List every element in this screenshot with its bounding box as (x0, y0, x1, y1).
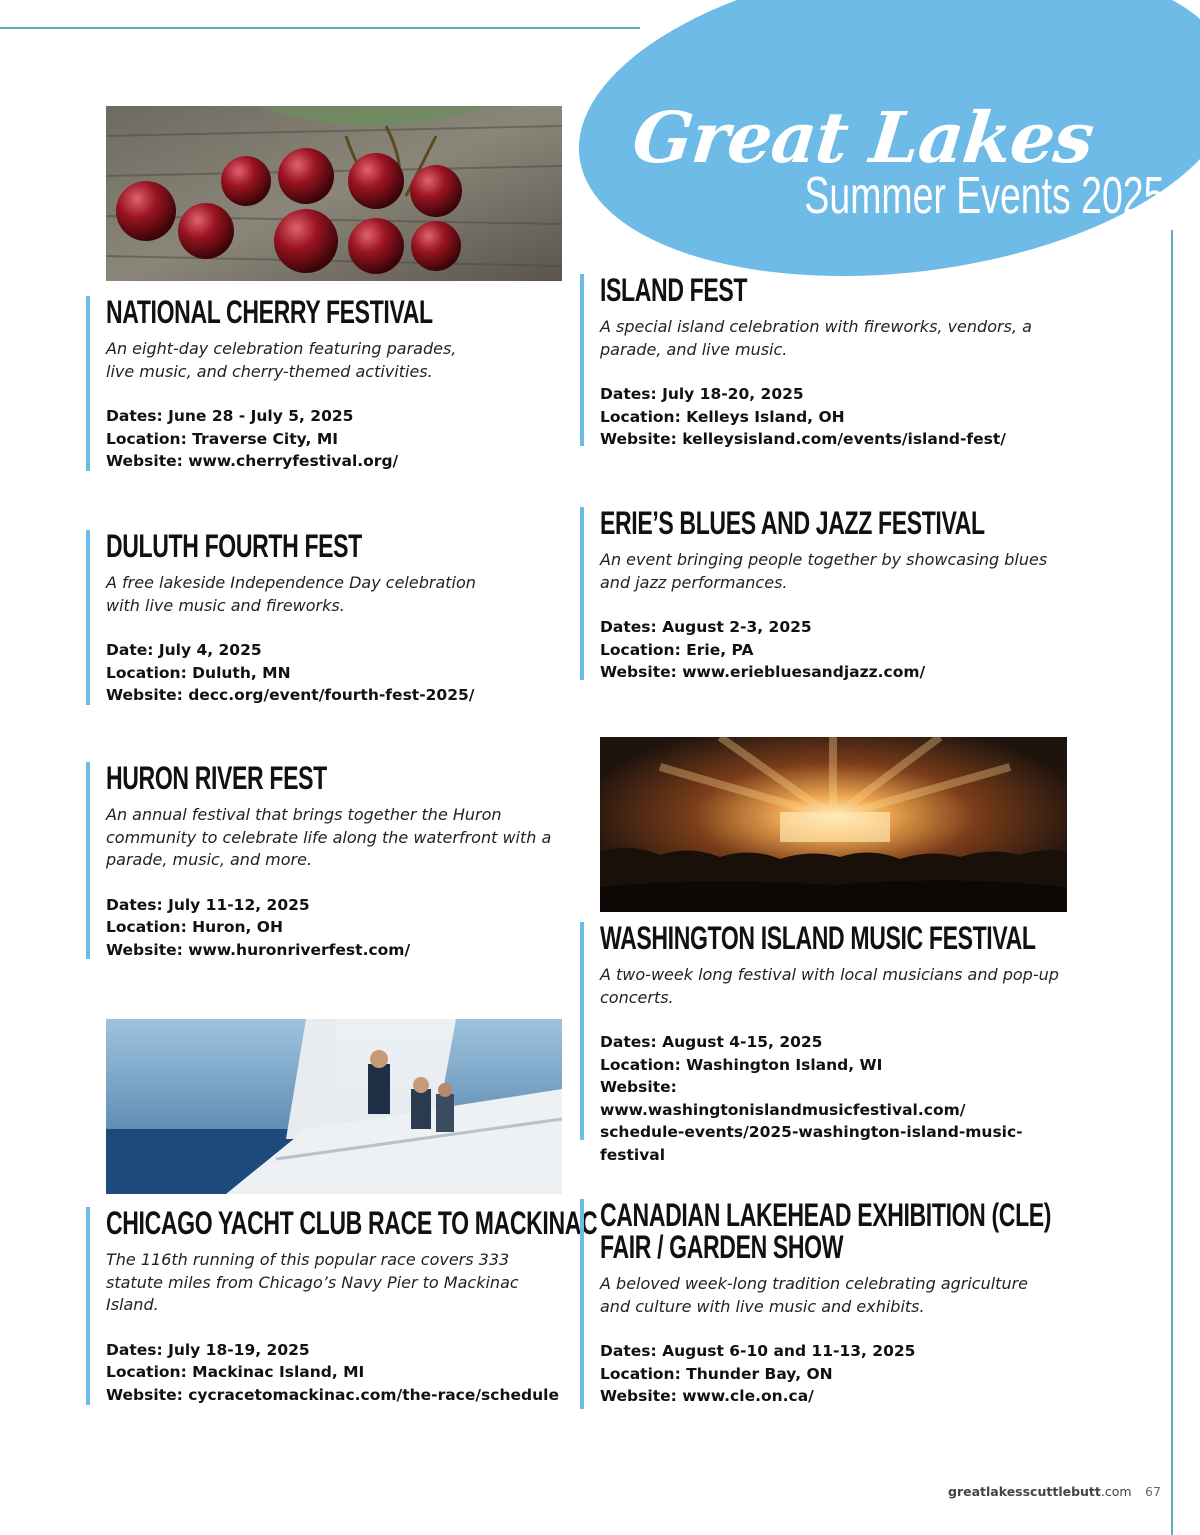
event-details (600, 1031, 1080, 1166)
page-title-script: Great Lakes (628, 96, 1098, 179)
event-description: An event bringing people together by showcasing blues and jazz performances. (600, 550, 1048, 592)
event-details (600, 1340, 1080, 1408)
event-location: Location: Washington Island, WI (600, 1055, 883, 1074)
sailboat-photo (106, 1019, 562, 1194)
event-details (600, 616, 1080, 684)
event-details (106, 1339, 576, 1407)
event-description: A special island celebration with fireworks, vendors, a parade, and live music. (600, 317, 1032, 359)
top-rule (0, 27, 640, 29)
event-dates: Dates: July 18-20, 2025 (600, 385, 804, 403)
event-location: Location: Huron, OH (106, 918, 283, 936)
event-washington-island-music-festival (580, 920, 1080, 1164)
event-website[interactable]: Website: decc.org/event/fourth-fest-2025/ (106, 686, 475, 704)
event-title: CHICAGO YACHT CLUB RACE TO MACKINAC (106, 1205, 598, 1241)
right-rule (1171, 230, 1173, 1535)
event-dates: Dates: July 11-12, 2025 (106, 895, 310, 914)
event-national-cherry-festival (86, 296, 576, 471)
event-website[interactable]: Website: kelleysisland.com/events/island-fest/ (600, 430, 1006, 448)
event-canadian-lakehead-exhibition (580, 1199, 1080, 1409)
event-details (106, 405, 576, 473)
event-description: An annual festival that brings together the Huron community to celebrate life along the waterfront with a parade, music, and more. (106, 805, 552, 869)
event-title: NATIONAL CHERRY FESTIVAL (106, 294, 433, 330)
event-title: DULUTH FOURTH FEST (106, 528, 362, 564)
footer-site-suffix: .com (1100, 1484, 1132, 1499)
event-title: ERIE’S BLUES AND JAZZ FESTIVAL (600, 505, 985, 541)
footer-site-name: greatlakesscuttlebutt (948, 1484, 1101, 1499)
event-location: Location: Thunder Bay, ON (600, 1364, 833, 1383)
event-eries-blues-and-jazz-festival (580, 507, 1080, 680)
event-location: Location: Erie, PA (600, 640, 754, 659)
event-huron-river-fest (86, 762, 576, 959)
concert-photo (600, 737, 1067, 912)
event-location: Location: Traverse City, MI (106, 429, 339, 448)
event-location: Location: Kelleys Island, OH (600, 407, 845, 426)
event-details (106, 639, 576, 707)
event-island-fest (580, 274, 1080, 446)
event-website[interactable]: Website: www.huronriverfest.com/ (106, 940, 411, 959)
event-title: WASHINGTON ISLAND MUSIC FESTIVAL (600, 920, 1036, 956)
event-details (106, 894, 576, 962)
event-description: A beloved week-long tradition celebrating agriculture and culture with live music and exhibits. (600, 1274, 1029, 1316)
event-title-line2: FAIR / GARDEN SHOW (600, 1229, 844, 1265)
cherry-photo (106, 106, 562, 281)
event-website[interactable]: Website: www.eriebluesandjazz.com/ (600, 663, 926, 681)
event-chicago-yacht-club-race (86, 1205, 598, 1405)
page-title-subtitle: Summer Events 2025 (804, 167, 1165, 225)
event-location: Location: Mackinac Island, MI (106, 1363, 365, 1381)
event-dates: Date: July 4, 2025 (106, 641, 262, 659)
event-description: A two-week long festival with local musicians and pop-up concerts. (600, 965, 1059, 1007)
event-location: Location: Duluth, MN (106, 663, 291, 682)
event-description: A free lakeside Independence Day celebration with live music and fireworks. (106, 573, 476, 615)
event-website[interactable]: Website: www.cherryfestival.org/ (106, 452, 399, 470)
event-dates: Dates: June 28 - July 5, 2025 (106, 407, 354, 425)
event-title-line1: CANADIAN LAKEHEAD EXHIBITION (CLE) (600, 1197, 1052, 1233)
event-details (600, 383, 1080, 451)
event-dates: Dates: August 6-10 and 11-13, 2025 (600, 1342, 916, 1360)
event-description: An eight-day celebration featuring parades, live music, and cherry-themed activities. (106, 339, 457, 381)
event-duluth-fourth-fest (86, 530, 576, 705)
footer-website[interactable] (948, 1484, 1132, 1499)
event-website[interactable]: Website: cycracetomackinac.com/the-race/schedule (106, 1385, 559, 1404)
event-description: The 116th running of this popular race covers 333 statute miles from Chicago’s Navy Pier to Mackinac Island. (106, 1250, 519, 1314)
event-title: ISLAND FEST (600, 272, 748, 308)
event-dates: Dates: July 18-19, 2025 (106, 1340, 310, 1359)
page-number: 67 (1145, 1484, 1161, 1499)
event-title: HURON RIVER FEST (106, 760, 327, 796)
event-website[interactable]: Website: www.washingtonislandmusicfestival.com/ schedule-events/2025-washington-island-music-festival (600, 1078, 1023, 1164)
event-dates: Dates: August 2-3, 2025 (600, 618, 812, 636)
event-dates: Dates: August 4-15, 2025 (600, 1033, 823, 1051)
event-website[interactable]: Website: www.cle.on.ca/ (600, 1387, 814, 1405)
